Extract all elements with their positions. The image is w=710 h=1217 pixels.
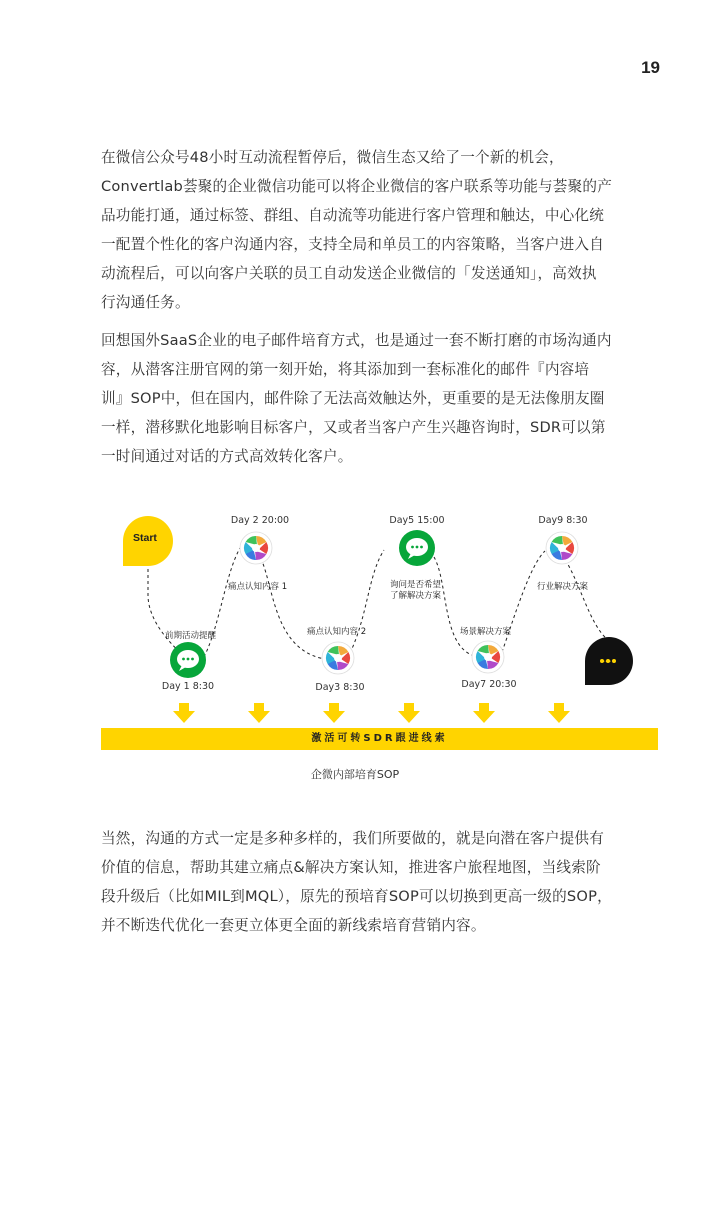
moments-icon [546,532,578,564]
paragraph-line: 当然，沟通的方式一定是多种多样的，我们所要做的，就是向潜在客户提供有 [101,830,604,847]
down-arrows [173,703,570,723]
node-day-label: Day9 8:30 [538,515,588,526]
paragraph-line: 并不断迭代优化一套更立体更全面的新线索培育营销内容。 [101,917,486,934]
paragraph-line: 在微信公众号48小时互动流程暂停后，微信生态又给了一个新的机会， [101,149,564,166]
paragraph-line: 行沟通任务。 [101,294,190,311]
paragraph-1 [101,143,664,317]
paragraph-line: 价值的信息，帮助其建立痛点&解决方案认知，推进客户旅程地图，当线索阶 [101,859,601,876]
paragraph-line: 动流程后，可以向客户关联的员工自动发送企业微信的「发送通知」，高效执 [101,265,597,282]
moments-icon [240,532,272,564]
node-label: 了解解决方案 [390,591,442,601]
paragraph-3 [101,824,664,940]
paragraph-2 [101,326,664,471]
node-day-label: Day5 15:00 [389,515,445,526]
paragraph-line: 一时间通过对话的方式高效转化客户。 [101,448,353,465]
paragraph-line: 训』SOP中，但在国内，邮件除了无法高效触达外，更重要的是无法像朋友圈 [101,390,605,407]
node-day-label: Day 1 8:30 [161,681,215,692]
node-label: 询问是否希望 [390,580,442,590]
moments-icon [472,641,504,673]
paragraph-line: 回想国外SaaS企业的电子邮件培育方式，也是通过一套不断打磨的市场沟通内 [101,332,612,349]
moments-icon [322,642,354,674]
flow-diagram-graphic [100,505,660,750]
paragraph-line: 品功能打通，通过标签、群组、自动流等功能进行客户管理和触达，中心化统 [101,207,604,224]
wechat-icon [399,530,435,566]
paragraph-line: 段升级后（比如MIL到MQL），原先的预培育SOP可以切换到更高一级的SOP， [101,888,612,905]
node-day-label: Day7 20:30 [461,679,517,690]
node-label: 场景解决方案 [460,627,512,637]
flow-path [148,548,608,660]
paragraph-line: 容，从潜客注册官网的第一刻开始，将其添加到一套标准化的邮件『内容培 [101,361,590,378]
node-label: 前期活动提醒 [165,631,217,641]
node-label: 行业解决方案 [537,582,589,592]
paragraph-line: 一配置个性化的客户沟通内容，支持全局和单员工的内容策略，当客户进入自 [101,236,604,253]
node-label: 痛点认知内容 1 [228,582,288,592]
node-label: 痛点认知内容 2 [307,627,367,637]
paragraph-line: Convertlab荟聚的企业微信功能可以将企业微信的客户联系等功能与荟聚的产 [101,178,612,195]
node-day-label: Day3 8:30 [315,682,365,693]
end-bubble-dots: ... [602,655,612,664]
figure-caption: 企微内部培育SOP [310,768,400,781]
wechat-icon [170,642,206,678]
sop-flow-diagram [100,505,660,750]
start-label: Start [133,532,157,544]
page-number: 19 [641,58,660,77]
paragraph-line: 一样，潜移默化地影响目标客户，又或者当客户产生兴趣咨询时，SDR可以第 [101,419,606,436]
node-day-label: Day 2 20:00 [230,515,290,526]
cta-bar: 激活可转SDR跟进线索 [101,728,658,750]
